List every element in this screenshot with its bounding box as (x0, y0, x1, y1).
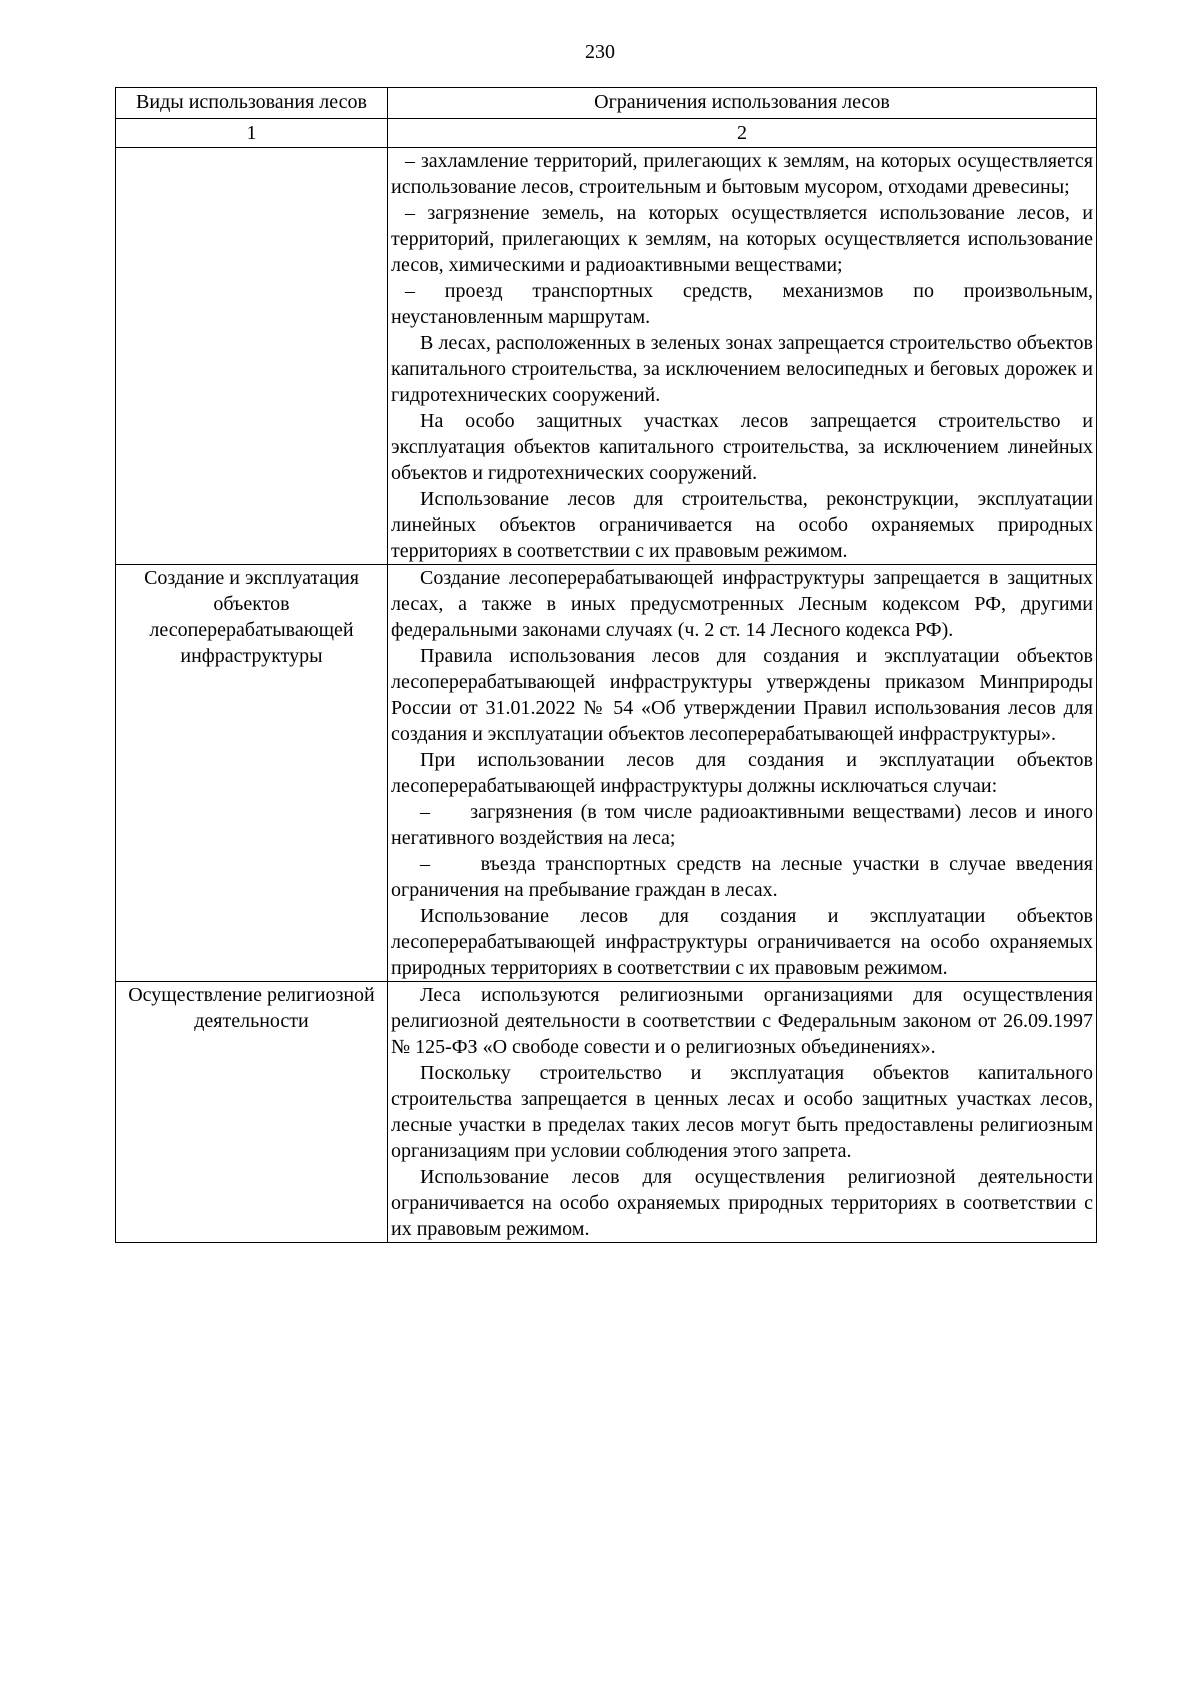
header-forest-use-restrictions: Ограничения использования лесов (388, 88, 1097, 119)
restriction-paragraph: Создание лесоперерабатывающей инфраструктуры запрещается в защитных лесах, а также в иных предусмотренных Лесным кодексом РФ, другими федеральными законами случаях (ч. 2 ст. 14 Лесного кодекса РФ). (391, 567, 1093, 641)
restriction-paragraph: На особо защитных участках лесов запрещается строительство и эксплуатация объектов капитального строительства, за исключением линейных объектов и гидротехнических сооружений. (391, 410, 1093, 484)
column-number-2: 2 (388, 119, 1097, 148)
table-row (116, 982, 1097, 1243)
restriction-paragraph: – въезда транспортных средств на лесные участки в случае введения ограничения на пребывание граждан в лесах. (391, 853, 1093, 901)
column-number-1: 1 (116, 119, 388, 148)
restriction-paragraph: – загрязнение земель, на которых осуществляется использование лесов, и территорий, прилегающих к землям, на которых осуществляется использование лесов, химическими и радиоактивными веществами; (391, 202, 1093, 276)
restriction-paragraph: Правила использования лесов для создания и эксплуатации объектов лесоперерабатывающей инфраструктуры утверждены приказом Минприроды России от 31.01.2022 № 54 «Об утверждении Правил использования лесов для создания и эксплуатации объектов лесоперерабатывающей инфраструктуры». (391, 645, 1093, 745)
row-category-cell (116, 148, 388, 565)
row-category-cell: Создание и эксплуатация объектов лесоперерабатывающей инфраструктуры (116, 565, 388, 982)
restriction-paragraph: Использование лесов для осуществления религиозной деятельности ограничивается на особо охраняемых природных территориях в соответствии с их правовым режимом. (391, 1166, 1093, 1240)
restriction-paragraph: – загрязнения (в том числе радиоактивными веществами) лесов и иного негативного воздействия на леса; (391, 801, 1093, 849)
restriction-paragraph: Леса используются религиозными организациями для осуществления религиозной деятельности в соответствии с Федеральным законом от 26.09.1997 № 125-ФЗ «О свободе совести и о религиозных объединениях». (391, 984, 1093, 1058)
table-header-row (116, 88, 1097, 119)
table-row (116, 148, 1097, 565)
restriction-paragraph: – проезд транспортных средств, механизмов по произвольным, неустановленным маршрутам. (391, 280, 1093, 328)
row-restrictions-cell (388, 565, 1097, 982)
restriction-paragraph: – захламление территорий, прилегающих к землям, на которых осуществляется использование лесов, строительным и бытовым мусором, отходами древесины; (391, 150, 1093, 198)
restriction-paragraph: В лесах, расположенных в зеленых зонах запрещается строительство объектов капитального строительства, за исключением велосипедных и беговых дорожек и гидротехнических сооружений. (391, 332, 1093, 406)
row-restrictions-cell (388, 982, 1097, 1243)
table-row (116, 565, 1097, 982)
column-number-row (116, 119, 1097, 148)
row-restrictions-cell (388, 148, 1097, 565)
row-category-cell: Осуществление религиозной деятельности (116, 982, 388, 1243)
restriction-paragraph: Поскольку строительство и эксплуатация объектов капитального строительства запрещается в ценных лесах и особо защитных участках лесов, лесные участки в пределах таких лесов могут быть предоставлены религиозным организациям при условии соблюдения этого запрета. (391, 1062, 1093, 1162)
restriction-paragraph: Использование лесов для строительства, реконструкции, эксплуатации линейных объектов ограничивается на особо охраняемых природных территориях в соответствии с их правовым режимом. (391, 488, 1093, 562)
restriction-paragraph: При использовании лесов для создания и эксплуатации объектов лесоперерабатывающей инфраструктуры должны исключаться случаи: (391, 749, 1093, 797)
page-number: 230 (585, 41, 615, 63)
restriction-paragraph: Использование лесов для создания и эксплуатации объектов лесоперерабатывающей инфраструктуры ограничивается на особо охраняемых природных территориях в соответствии с их правовым режимом. (391, 905, 1093, 979)
header-forest-use-types: Виды использования лесов (116, 88, 388, 119)
forest-use-restrictions-table (115, 87, 1097, 1243)
